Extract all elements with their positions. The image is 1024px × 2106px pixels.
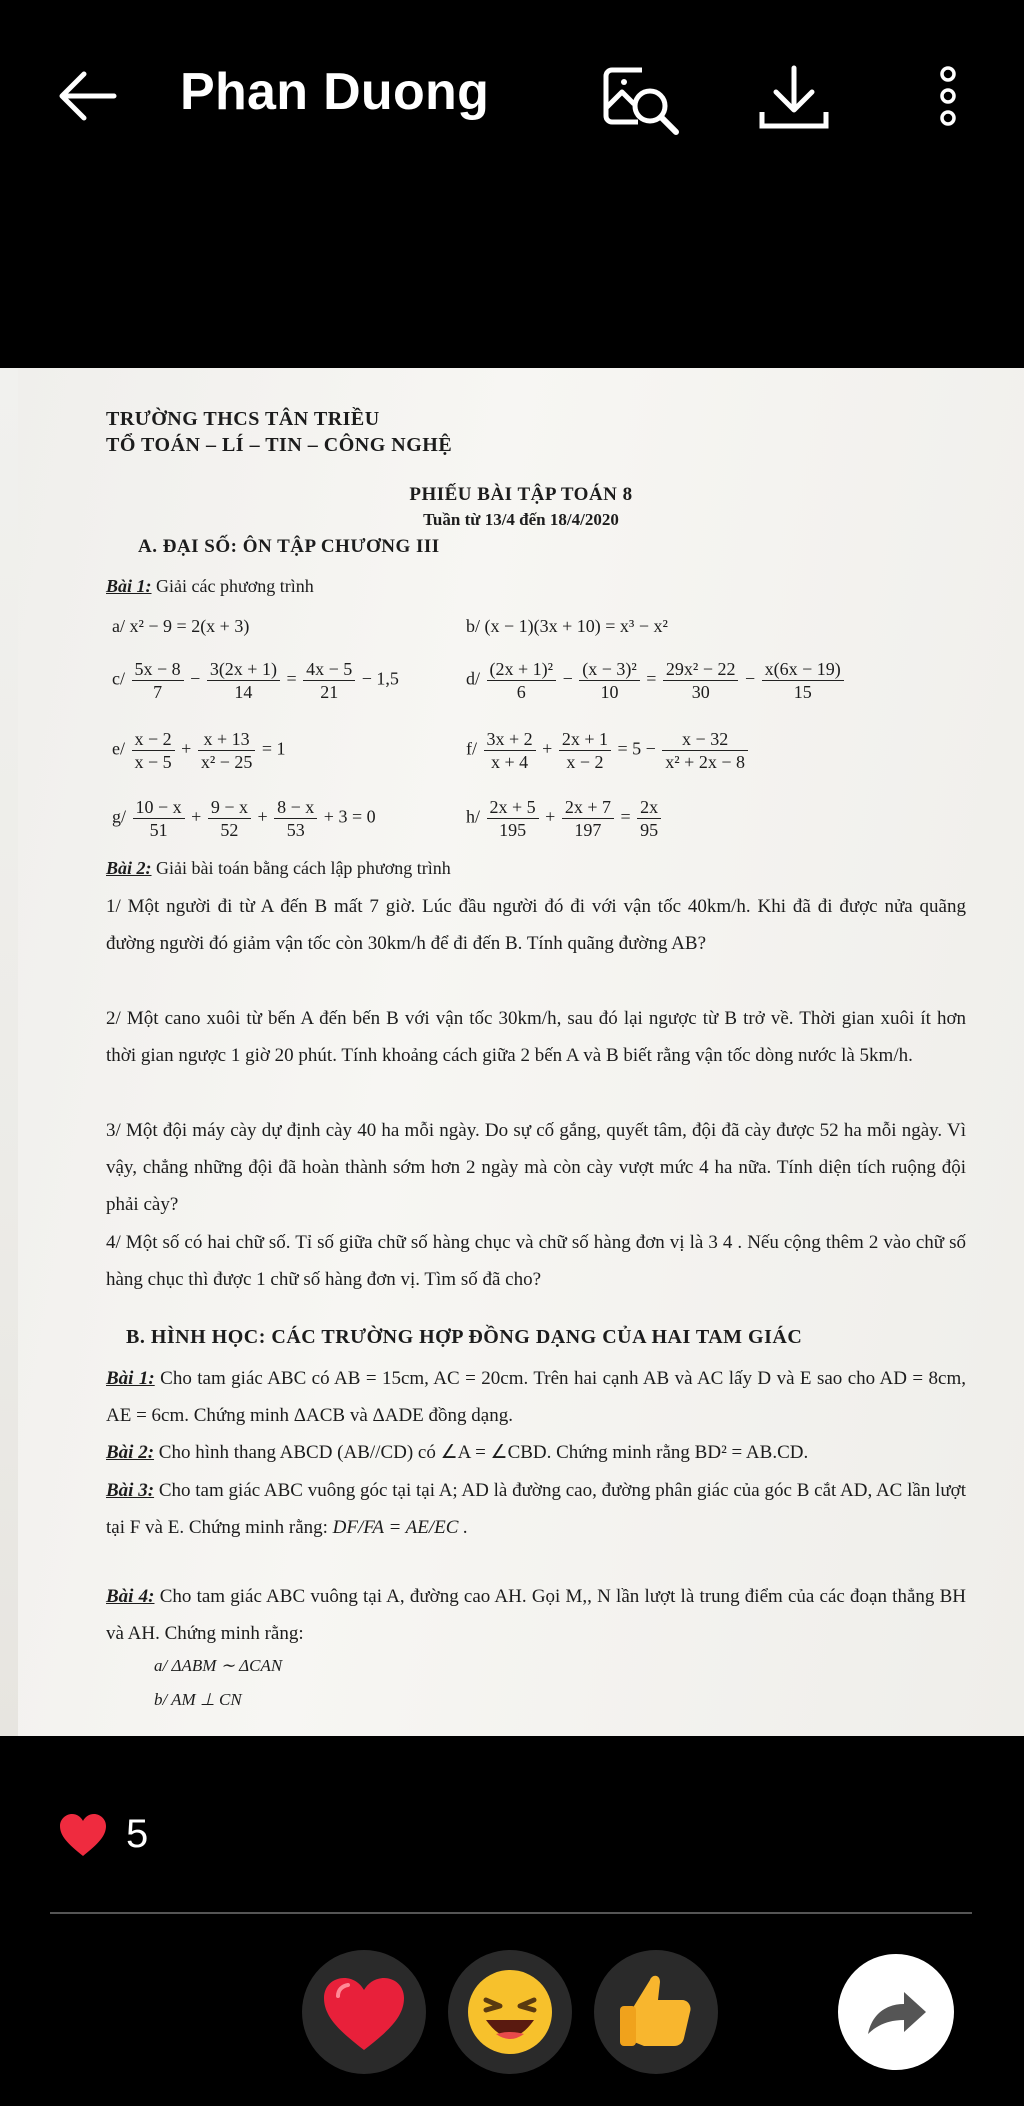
worksheet-week: Tuần từ 13/4 đến 18/4/2020 (423, 510, 619, 529)
heart-icon (58, 1812, 108, 1858)
equation-d: d/ $\frac{\text{(2x + 1)²}}{6}$ − $\frac{\text{(x − 3)²}}{10}$ = $\frac{\text{29x² − 22}}{30}$ − $\frac{x(6x - 19)}{15}$ (466, 658, 846, 703)
download-button[interactable] (756, 62, 832, 139)
word-problem-4: 4/ Một số có hai chữ số. Tỉ số giữa chữ số hàng chục và chữ số hàng đơn vị là 3 4 . Nếu cộng thêm 2 vào chữ số hàng chục thì được 1 chữ số hàng đơn vị. Tìm số đã cho? (106, 1232, 966, 1290)
laughing-face-icon (448, 1950, 572, 2074)
geometry-exercise-1: Bài 1: Cho tam giác ABC có AB = 15cm, AC = 20cm. Trên hai cạnh AB và AC lấy D và E sao cho AD = 8cm, AE = 6cm. Chứng minh ΔACB và ΔADE đồng dạng. (106, 1368, 967, 1426)
equation-f: f/ $\frac{3x + 2}{x + 4}$ + $\frac{2x + 1}{x - 2}$ = 5 − $\frac{x - 32}{\text{x² + 2x − 8}}$ (466, 728, 750, 773)
reaction-count: 5 (126, 1812, 149, 1856)
share-button[interactable] (838, 1954, 954, 2070)
divider (50, 1912, 972, 1914)
react-like-button[interactable] (594, 1950, 718, 2074)
download-icon (756, 62, 832, 134)
back-button[interactable] (52, 64, 124, 128)
equation-e: e/ $\frac{x - 2}{x - 5}$ + $\frac{x + 13}{\text{x² − 25}}$ = 1 (112, 729, 286, 772)
algebra-exercise-2: Bài 2: Giải bài toán bằng cách lập phương trình (106, 858, 451, 878)
react-heart-button[interactable] (302, 1950, 426, 2074)
equation-b: b/ (x − 1)(3x + 10) = x³ − x² (466, 616, 668, 636)
image-search-icon (598, 60, 684, 140)
section-a-heading: A. ĐẠI SỐ: ÔN TẬP CHƯƠNG III (138, 536, 440, 557)
worksheet-title: PHIẾU BÀI TẬP TOÁN 8 (409, 484, 633, 505)
school-name: TRƯỜNG THCS TÂN TRIỀU (106, 408, 380, 430)
react-haha-button[interactable] (448, 1950, 572, 2074)
equation-g: g/ $\frac{10 - x}{51}$ + $\frac{9 - x}{52}$ + $\frac{8 - x}{53}$ + 3 = 0 (112, 797, 376, 840)
word-problem-1: 1/ Một người đi từ A đến B mất 7 giờ. Lúc đầu người đó đi với vận tốc 40km/h. Khi đã đi được nửa quãng đường người đó giảm vận tốc còn 30km/h để đi đến B. Tính quãng đường AB? (106, 896, 966, 954)
page-title: Phan Duong (180, 63, 490, 121)
geometry-exercise-3: Bài 3: Cho tam giác ABC vuông góc tại tại A; AD là đường cao, đường phân giác của góc B cắt AD, AC lần lượt tại F và E. Chứng minh rằng: DF/FA = AE/EC . (106, 1480, 967, 1538)
geometry-exercise-2: Bài 2: Cho hình thang ABCD (AB//CD) có ∠A = ∠CBD. Chứng minh rằng BD² = AB.CD. (106, 1442, 809, 1463)
word-problem-3: 3/ Một đội máy cày dự định cày 40 ha mỗi ngày. Do sự cố gắng, quyết tâm, đội đã cày được 52 ha mỗi ngày. Vì vậy, chẳng những đội đã hoàn thành sớm hơn 2 ngày mà còn cày vượt mức 4 ha nữa. Tính diện tích ruộng đội phải cày? (106, 1120, 966, 1215)
heart-icon (302, 1950, 426, 2074)
geometry-4b: b/ AM ⊥ CN (154, 1690, 242, 1709)
more-vertical-icon (936, 66, 960, 126)
geometry-4a: a/ ΔABM ∼ ΔCAN (154, 1656, 283, 1675)
equation-h: h/ $\frac{2x + 5}{195}$ + $\frac{2x + 7}{197}$ = $\frac{2x}{95}$ (466, 796, 663, 841)
top-bar (0, 0, 1024, 200)
geometry-exercise-4: Bài 4: Cho tam giác ABC vuông tại A, đường cao AH. Gọi M,, N lần lượt là trung điểm của các đoạn thẳng BH và AH. Chứng minh rằng: (106, 1586, 966, 1644)
equation-a: a/ x² − 9 = 2(x + 3) (112, 616, 250, 636)
image-search-button[interactable] (598, 60, 684, 145)
worksheet-document (18, 368, 1024, 1736)
algebra-exercise-1: Bài 1: Giải các phương trình (106, 576, 314, 596)
department-name: TỔ TOÁN – LÍ – TIN – CÔNG NGHỆ (106, 434, 453, 456)
worksheet-paper (18, 368, 1024, 1736)
share-arrow-icon (838, 1954, 954, 2070)
thumbs-up-icon (594, 1950, 718, 2074)
equation-c: c/ $\frac{5x - 8}{7}$ − $\frac{3(2x + 1)}{14}$ = $\frac{4x - 5}{21}$ − 1,5 (112, 659, 399, 702)
post-photo[interactable] (0, 368, 1024, 1736)
more-options-button[interactable] (936, 66, 960, 131)
section-b-heading: B. HÌNH HỌC: CÁC TRƯỜNG HỢP ĐỒNG DẠNG CỦA HAI TAM GIÁC (126, 1326, 803, 1348)
word-problem-2: 2/ Một cano xuôi từ bến A đến bến B với vận tốc 30km/h, sau đó lại ngược từ B trở về. Thời gian xuôi ít hơn thời gian ngược 1 giờ 20 phút. Tính khoảng cách giữa 2 bến A và B biết rằng vận tốc dòng nước là 5km/h. (106, 1008, 966, 1066)
arrow-left-icon (52, 64, 124, 128)
